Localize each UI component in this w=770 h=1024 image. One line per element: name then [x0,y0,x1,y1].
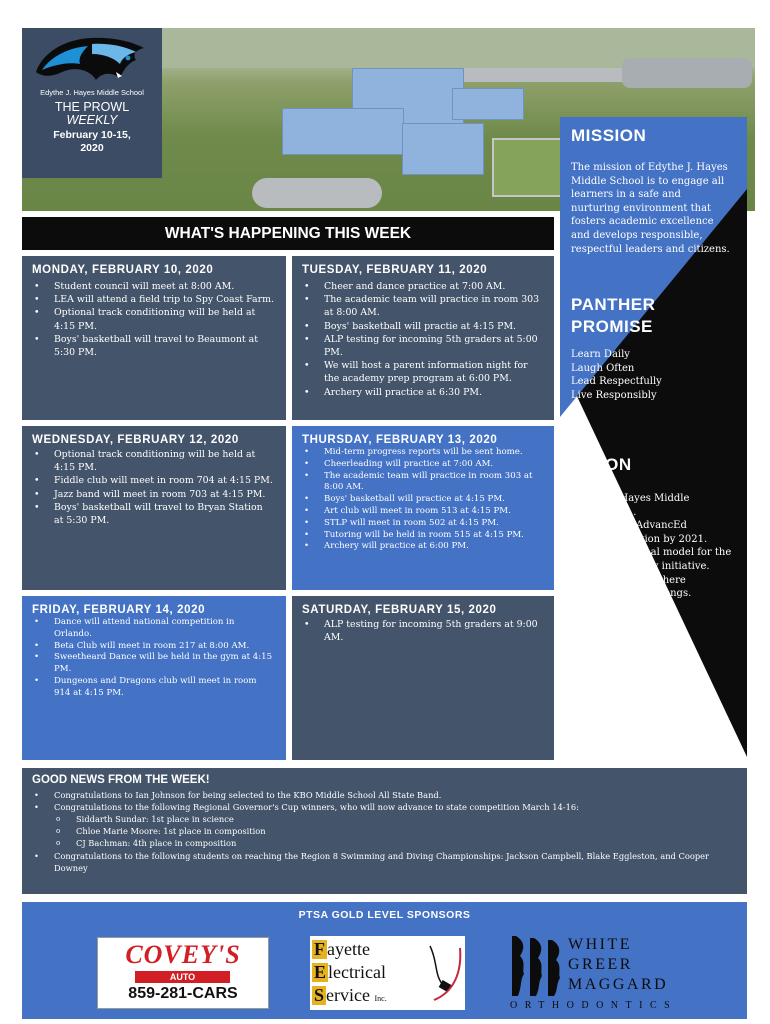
fayette-electrical-logo[interactable] [310,936,465,1010]
masthead-panel [22,28,162,178]
vision-intro: Edythe J. Hayes Middle School will… [571,493,690,518]
wgm-maggard: MAGGARD [568,976,669,993]
list-item: o Siddarth Sundar: 1st place in science [32,813,737,825]
covey-name: COVEY'S [125,940,241,969]
list-item: • Be a national model for the pre-academy initiative. [571,546,736,573]
day-box-thursday [292,426,554,590]
list-item: • Congratulations to Ian Johnson for being selected to the KBO Middle School All State Band. [32,789,737,801]
list-item: • Beta Club will meet in room 217 at 8:00 AM. [32,641,274,653]
day-box-tuesday [292,256,554,420]
day-events [302,447,542,553]
day-box-wednesday [22,426,286,590]
good-news-heading: GOOD NEWS FROM THE WEEK! [32,774,210,786]
profile-faces-icon [510,936,570,998]
list-item: • Congratulations to the following students on reaching the Region 8 Swimming and Diving Championships: Jackson Campbell, Blake Eggleston, and Cooper Downey [32,850,737,874]
wgm-greer: GREER [568,956,633,973]
promise-line: Laugh Often [571,362,635,374]
list-item: • Student council will meet at 8:00 AM. [32,280,274,293]
fes-word: lectrical [328,962,386,982]
day-box-monday [22,256,286,420]
day-box-friday [22,596,286,760]
good-news-list-continued [32,850,737,874]
list-item: • Boys' basketball will practie at 4:15 PM. [302,320,542,333]
promise-title-1: PANTHER [571,295,656,314]
day-events [302,618,542,644]
covey-phone: 859-281-CARS [128,985,238,1002]
list-item: • Dungeons and Dragons club will meet in room 914 at 4:15 PM. [32,676,274,700]
issue-date [22,129,162,155]
fes-initial: F [314,939,325,959]
csip-list [571,678,736,746]
fes-word: ervice [326,985,370,1005]
white-greer-maggard-logo[interactable] [510,936,685,1014]
promise-list [571,348,731,402]
fes-word: ayette [327,939,370,959]
day-heading: TUESDAY, FEBRUARY 11, 2020 [302,264,488,276]
list-item: • Tutoring will be held in room 515 at 4:15 PM. [302,530,542,542]
day-box-saturday [292,596,554,760]
day-heading: THURSDAY, FEBRUARY 13, 2020 [302,434,498,446]
day-events [32,617,274,700]
csip-link[interactable]: • Separate Academic Indicator Goal [571,692,736,719]
promise-title-2: PROMISE [571,317,653,336]
sidebar [560,117,747,757]
issue-date-line1: February 10-15, [53,129,131,141]
school-name: Edythe J. Hayes Middle School [40,88,144,97]
list-item: • ALP testing for incoming 5th graders at 5:00 PM. [302,333,542,359]
mission-title: MISSION [571,126,647,145]
list-item: • Jazz band will meet in room 703 at 4:15 PM. [32,488,274,501]
list-item: • Cheer and dance practice at 7:00 AM. [302,280,542,293]
coveys-auto-logo[interactable] [97,937,269,1009]
fes-line-2 [312,963,386,982]
fes-initial: E [314,962,327,982]
section-headline: WHAT'S HAPPENING THIS WEEK [22,217,554,250]
winners-list [32,813,737,850]
fes-line-3 [312,986,387,1008]
list-item: • Archery will practice at 6:00 PM. [302,541,542,553]
fes-inc: Inc. [374,994,387,1003]
list-item-text: Congratulations to the following Regional Governor's Cup winners, who will now advance to state competition March 14-16: [54,802,579,813]
list-item: • The academic team will practice in room 303 at 8:00 AM. [302,293,542,319]
list-item: • Fiddle club will meet in room 704 at 4:15 PM. [32,474,274,487]
list-item: • Boys' basketball will travel to Beaumont at 5:30 PM. [32,333,274,359]
sponsors-title: PTSA GOLD LEVEL SPONSORS [298,909,471,921]
list-item [32,801,737,813]
list-item: • Boys' basketball will practice at 4:15 PM. [302,494,542,506]
wgm-white: WHITE [568,936,633,953]
fes-line-1 [312,940,370,959]
sponsors-panel [22,902,747,1019]
vision-list [571,519,736,601]
covey-sub: AUTO [135,971,230,983]
list-item: • Dance will attend national competition in Orlando. [32,617,274,641]
list-item: • Optional track conditioning will be held at 4:15 PM. [32,306,274,332]
list-item: • The academic team will practice in room 303 at 8:00 AM. [302,471,542,495]
csip-link[interactable]: • Gap Goal [571,719,736,733]
day-heading: MONDAY, FEBRUARY 10, 2020 [32,264,214,276]
csip-title: CSIP LINKS [571,639,672,658]
list-item: • Receive AdvancEd accreditation by 2021. [571,519,736,546]
promise-line: Learn Daily [571,349,630,360]
panther-logo-icon [32,32,152,88]
vision-title: VISION [571,455,632,474]
day-heading: SATURDAY, FEBRUARY 15, 2020 [302,604,497,616]
mission-text: The mission of Edythe J. Hayes Middle School is to engage all learners in a safe and nurturing environment that fosters academic excellence and develops responsible, respectful leaders and citizens. [571,162,730,255]
list-item: • ALP testing for incoming 5th graders at 9:00 AM. [302,618,542,644]
list-item: • Optional track conditioning will be held at 4:15 PM. [32,448,274,474]
list-item: o CJ Bachman: 4th place in composition [32,837,737,849]
promise-line: Live Responsibly [571,389,657,401]
wgm-orthodontics: ORTHODONTICS [510,1000,678,1011]
list-item: • Cheerleading will practice at 7:00 AM. [302,459,542,471]
csip-link[interactable]: • Proficiency Goal [571,678,736,692]
list-item: • Archery will practice at 6:30 PM. [302,386,542,399]
day-events [32,280,274,359]
newsletter-title: THE PROWL [54,100,130,114]
list-item: • LEA will attend a field trip to Spy Coast Farm. [32,293,274,306]
list-item: • STLP will meet in room 502 at 4:15 PM. [302,518,542,530]
good-news-list [32,789,737,813]
day-heading: WEDNESDAY, FEBRUARY 12, 2020 [32,434,239,446]
promise-line: Lead Respectfully [571,376,662,388]
list-item: • We will host a parent information night for the academy prep program at 6:00 PM. [302,359,542,385]
fes-initial: S [314,985,325,1005]
csip-link[interactable]: • Growth Goal [571,732,736,746]
day-events [32,448,274,527]
day-events [302,280,542,399]
list-item: • Mid-term progress reports will be sent home. [302,447,542,459]
vision-block [571,492,736,601]
list-item: • Be a school where everybody belongs. [571,574,736,601]
csip-block [571,678,736,746]
issue-date-line2: 2020 [80,142,104,154]
list-item: o Chloe Marie Moore: 1st place in composition [32,825,737,837]
day-heading: FRIDAY, FEBRUARY 14, 2020 [32,604,206,616]
plug-icon [424,942,464,1002]
list-item: • Boys' basketball will travel to Bryan Station at 5:30 PM. [32,501,274,527]
newsletter-subtitle: WEEKLY [66,113,118,127]
good-news-panel [22,768,747,894]
list-item: • Art club will meet in room 513 at 4:15 PM. [302,506,542,518]
list-item: • Sweetheard Dance will be held in the gym at 4:15 PM. [32,652,274,676]
